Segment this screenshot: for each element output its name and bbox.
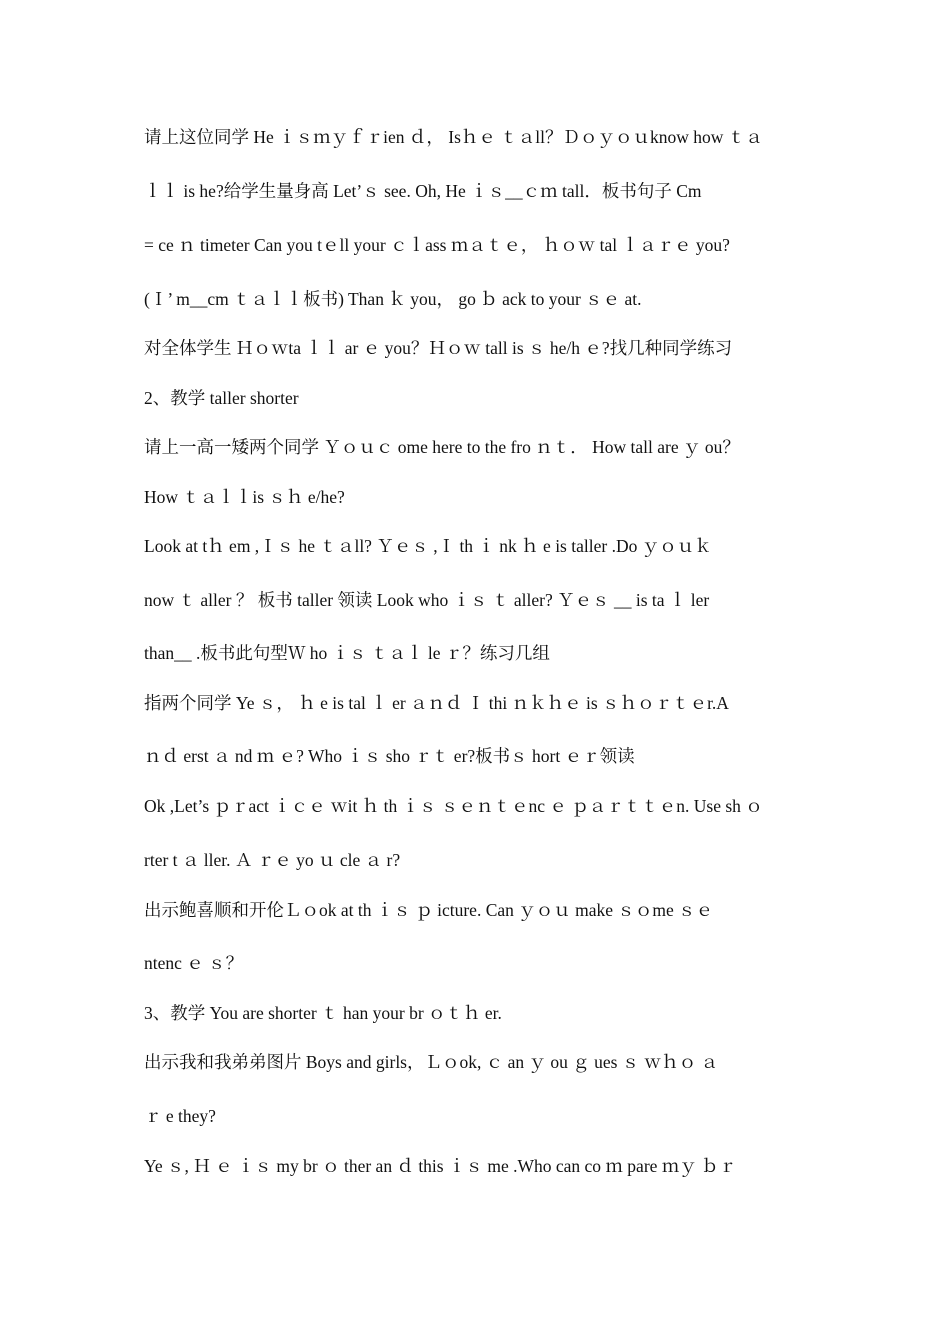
section-heading: 2、教学 taller shorter xyxy=(144,388,299,408)
text-line: Ok ,Let’s ｐｒact ｉｃｅ ｗit ｈ th ｉｓ ｓｅｎｔｅnc ｅ ｐａｒｔｔｅn. Use sh ｏ xyxy=(144,796,763,816)
text-line: Ye ｓ, Ｈ ｅ ｉｓ my br ｏ ther an ｄ this ｉｓ me .Who can co ｍ pare ｍｙ ｂｒ xyxy=(144,1156,737,1176)
text-line: 出示我和我弟弟图片 Boys and girls，Ｌｏok, ｃ an ｙ ou ｇ ues ｓ ｗｈｏ ａ xyxy=(144,1052,719,1072)
text-line: 请上一高一矮两个同学 Ｙｏｕｃ ome here to the fro ｎｔ． How tall are ｙ ou？ xyxy=(144,437,740,457)
text-line: 指两个同学 Ye ｓ， ｈ e is tal ｌ er ａｎｄ Ｉ thi ｎｋｈｅ is ｓｈｏｒｔｅr.A xyxy=(144,693,729,713)
text-line: rter t ａ ller. Ａ ｒｅ yo ｕ cle ａ r? xyxy=(144,850,401,870)
text-line: Look at tｈ em ,Ｉｓ he ｔａll? Ｙｅｓ ,Ｉ th ｉ nk ｈ e is taller .Do ｙｏｕｋ xyxy=(144,536,712,556)
text-line: 请上这位同学 He ｉｓｍｙｆｒien ｄ， Isｈｅ ｔａll？Ｄｏｙｏｕknow how ｔａ xyxy=(144,127,763,147)
section-heading: 3、教学 You are shorter ｔ han your br ｏｔｈ er. xyxy=(144,1003,502,1023)
text-line: ｒ e they? xyxy=(144,1106,216,1126)
text-line: 出示鲍喜顺和开伦Ｌｏok at th ｉｓ ｐ icture. Can ｙｏｕ make ｓｏme ｓｅ xyxy=(144,900,714,920)
text-line: 对全体学生 Ｈｏｗta ｌｌ ar ｅ you？Ｈｏｗ tall is ｓ he/h ｅ?找几种同学练习 xyxy=(144,338,733,358)
text-line: How ｔａｌｌis ｓｈ e/he? xyxy=(144,487,345,507)
text-line: (Ｉ’ m__cm ｔａｌｌ板书) Than ｋ you， go ｂ ack to your ｓｅ at. xyxy=(144,289,642,309)
text-line: ｎｄ erst ａ nd ｍ ｅ? Who ｉｓ sho ｒｔ er?板书ｓ hort ｅｒ领读 xyxy=(144,746,635,766)
text-line: now ｔ aller ？ 板书 taller 领读 Look who ｉｓ ｔ aller? Ｙｅｓ __ is ta ｌ ler xyxy=(144,590,710,610)
text-line: ｌｌ is he?给学生量身高 Let’ｓ see. Oh, He ｉｓ__ｃｍ tall．板书句子 Cm xyxy=(144,181,702,201)
text-line: than__ .板书此句型Ｗ ho ｉｓ ｔａｌ le ｒ？练习几组 xyxy=(144,643,550,663)
text-line: = ce ｎ timeter Can you tｅll your ｃｌass ｍａｔｅ， ｈｏｗ tal ｌａｒｅ you? xyxy=(144,235,730,255)
text-line: ntenc ｅ ｓ？ xyxy=(144,953,244,973)
